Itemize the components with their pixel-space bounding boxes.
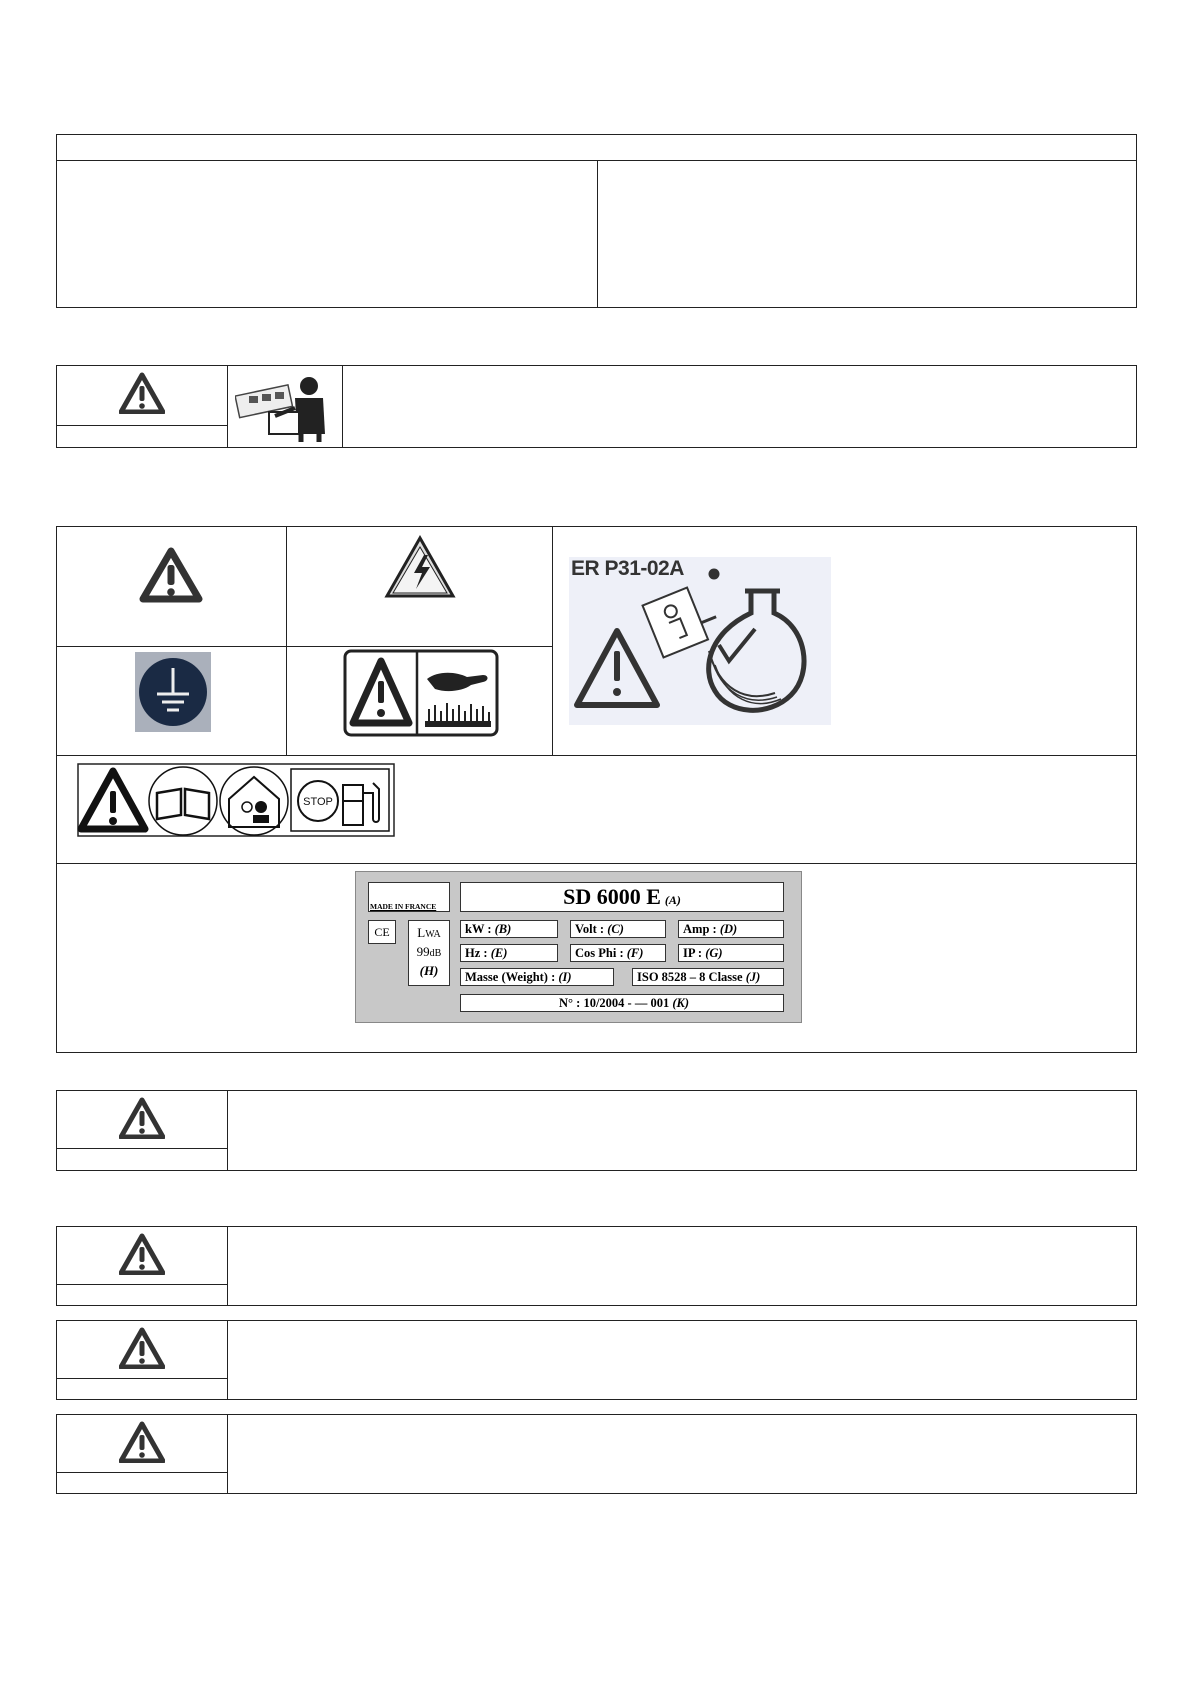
model-name: SD 6000 E (A) xyxy=(460,882,784,912)
warning-icon xyxy=(119,1421,165,1463)
warning-icon xyxy=(139,547,203,603)
warning-icon xyxy=(119,372,165,414)
hz-field: Hz : (E) xyxy=(460,944,558,962)
cosphi-field: Cos Phi : (F) xyxy=(570,944,666,962)
labels-table xyxy=(56,526,1137,1053)
mass-field: Masse (Weight) : (I) xyxy=(460,968,614,986)
warning-icon xyxy=(119,1097,165,1139)
made-in-label: MADE IN FRANCE xyxy=(370,902,437,911)
warning-icon xyxy=(119,1233,165,1275)
top-table xyxy=(56,134,1137,308)
unpacking-warning-table xyxy=(56,365,1137,448)
warning-icon xyxy=(119,1327,165,1369)
rating-plate xyxy=(355,871,802,1023)
iso-field: ISO 8528 – 8 Classe (J) xyxy=(632,968,784,986)
electric-hazard-icon xyxy=(384,535,456,599)
warning-row-4 xyxy=(56,1414,1137,1494)
engine-label-code: ER P31-02A xyxy=(571,557,684,580)
ce-mark: CE xyxy=(368,920,396,944)
unpacking-person-icon xyxy=(235,372,335,442)
kw-field: kW : (B) xyxy=(460,920,558,938)
hot-surface-label xyxy=(343,649,499,737)
safety-icon-strip xyxy=(77,763,395,837)
warning-row-3 xyxy=(56,1320,1137,1400)
warning-row-2 xyxy=(56,1226,1137,1306)
stop-label: STOP xyxy=(303,796,333,808)
serial-field: N° : 10/2004 - –– 001 (K) xyxy=(460,994,784,1012)
engine-oil-label xyxy=(569,557,831,725)
warning-row-1 xyxy=(56,1090,1137,1171)
ip-field: IP : (G) xyxy=(678,944,784,962)
ground-icon xyxy=(135,652,211,732)
volt-field: Volt : (C) xyxy=(570,920,666,938)
sound-power-box: LWA 99dB (H) xyxy=(408,920,450,986)
amp-field: Amp : (D) xyxy=(678,920,784,938)
